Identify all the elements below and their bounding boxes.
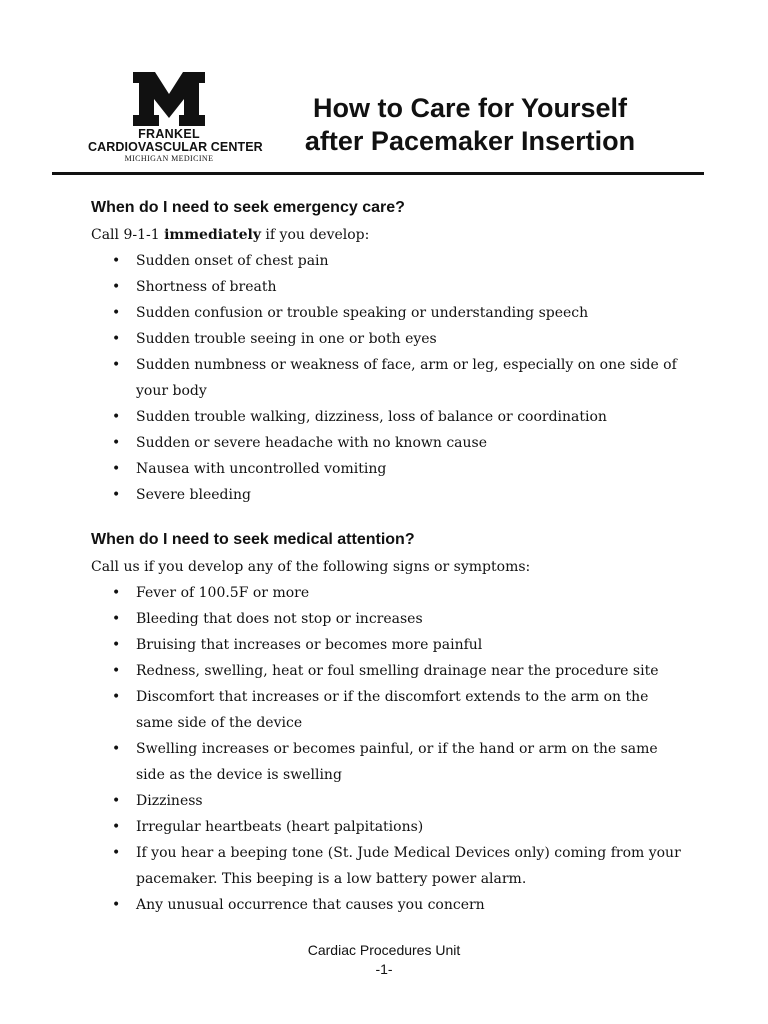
bullet-icon: • (112, 819, 121, 835)
list-item (108, 606, 688, 632)
bullet-icon: • (112, 435, 121, 451)
list-item-text: If you hear a beeping tone (St. Jude Medical Devices only) coming from your pacemaker. This beeping is a low battery power alarm. (136, 845, 681, 887)
list-item (108, 788, 688, 814)
list-item (108, 892, 688, 918)
logo-line-cardiovascular: CARDIOVASCULAR CENTER (88, 140, 263, 154)
list-item-text: Sudden or severe headache with no known cause (136, 435, 487, 451)
list-item (108, 840, 688, 892)
list-item-text: Bruising that increases or becomes more painful (136, 637, 483, 653)
bullet-icon: • (112, 253, 121, 269)
list-item (108, 658, 688, 684)
bullet-icon: • (112, 689, 121, 705)
list-item-text: Sudden trouble seeing in one or both eyes (136, 331, 437, 347)
list-item (108, 736, 688, 788)
title-line-1: How to Care for Yourself (312, 93, 628, 123)
bullet-icon: • (112, 305, 121, 321)
emergency-intro (91, 225, 369, 245)
emergency-heading: When do I need to seek emergency care? (91, 199, 405, 216)
bullet-icon: • (112, 461, 121, 477)
emergency-intro-bold: immediately (164, 227, 261, 243)
emergency-intro-post: if you develop: (260, 227, 370, 243)
list-item (108, 814, 688, 840)
list-item (108, 456, 688, 482)
list-item-text: Shortness of breath (136, 279, 277, 295)
list-item-text: Sudden numbness or weakness of face, arm or leg, especially on one side of your body (136, 357, 677, 399)
list-item (108, 580, 688, 606)
bullet-icon: • (112, 357, 121, 373)
list-item (108, 430, 688, 456)
bullet-icon: • (112, 409, 121, 425)
medical-attention-symptom-list (108, 580, 688, 918)
emergency-symptom-list (108, 248, 688, 508)
bullet-icon: • (112, 611, 121, 627)
page-title (270, 92, 670, 158)
list-item-text: Fever of 100.5F or more (136, 585, 310, 601)
logo-line-frankel: FRANKEL (138, 127, 200, 141)
title-line-2: after Pacemaker Insertion (304, 126, 636, 156)
medical-attention-intro: Call us if you develop any of the following signs or symptoms: (91, 559, 531, 575)
bullet-icon: • (112, 585, 121, 601)
list-item-text: Bleeding that does not stop or increases (136, 611, 423, 627)
bullet-icon: • (112, 897, 121, 913)
bullet-icon: • (112, 279, 121, 295)
list-item (108, 300, 688, 326)
bullet-icon: • (112, 663, 121, 679)
header-divider (52, 172, 704, 175)
footer-unit: Cardiac Procedures Unit (307, 942, 461, 958)
list-item-text: Discomfort that increases or if the discomfort extends to the arm on the same side of the device (136, 689, 649, 731)
bullet-icon: • (112, 331, 121, 347)
list-item-text: Sudden confusion or trouble speaking or understanding speech (136, 305, 589, 321)
frankel-logo (88, 72, 263, 163)
list-item-text: Irregular heartbeats (heart palpitations) (136, 819, 424, 835)
list-item (108, 632, 688, 658)
list-item-text: Redness, swelling, heat or foul smelling drainage near the procedure site (136, 663, 659, 679)
logo-line-michigan-medicine: MICHIGAN MEDICINE (124, 154, 214, 163)
list-item (108, 482, 688, 508)
list-item-text: Sudden onset of chest pain (136, 253, 329, 269)
list-item (108, 274, 688, 300)
list-item (108, 352, 688, 404)
list-item-text: Nausea with uncontrolled vomiting (136, 461, 387, 477)
bullet-icon: • (112, 793, 121, 809)
medical-attention-heading: When do I need to seek medical attention? (91, 531, 415, 548)
emergency-intro-pre: Call 9-1-1 (91, 227, 165, 243)
list-item-text: Any unusual occurrence that causes you concern (136, 897, 485, 913)
list-item-text: Swelling increases or becomes painful, or if the hand or arm on the same side as the device is swelling (136, 741, 658, 783)
block-m-icon (133, 72, 205, 126)
list-item-text: Severe bleeding (136, 487, 251, 503)
list-item (108, 248, 688, 274)
bullet-icon: • (112, 741, 121, 757)
bullet-icon: • (112, 487, 121, 503)
list-item (108, 404, 688, 430)
list-item (108, 684, 688, 736)
bullet-icon: • (112, 845, 121, 861)
list-item-text: Sudden trouble walking, dizziness, loss of balance or coordination (136, 409, 607, 425)
footer-page-number: -1- (375, 961, 393, 977)
list-item-text: Dizziness (136, 793, 203, 809)
bullet-icon: • (112, 637, 121, 653)
list-item (108, 326, 688, 352)
